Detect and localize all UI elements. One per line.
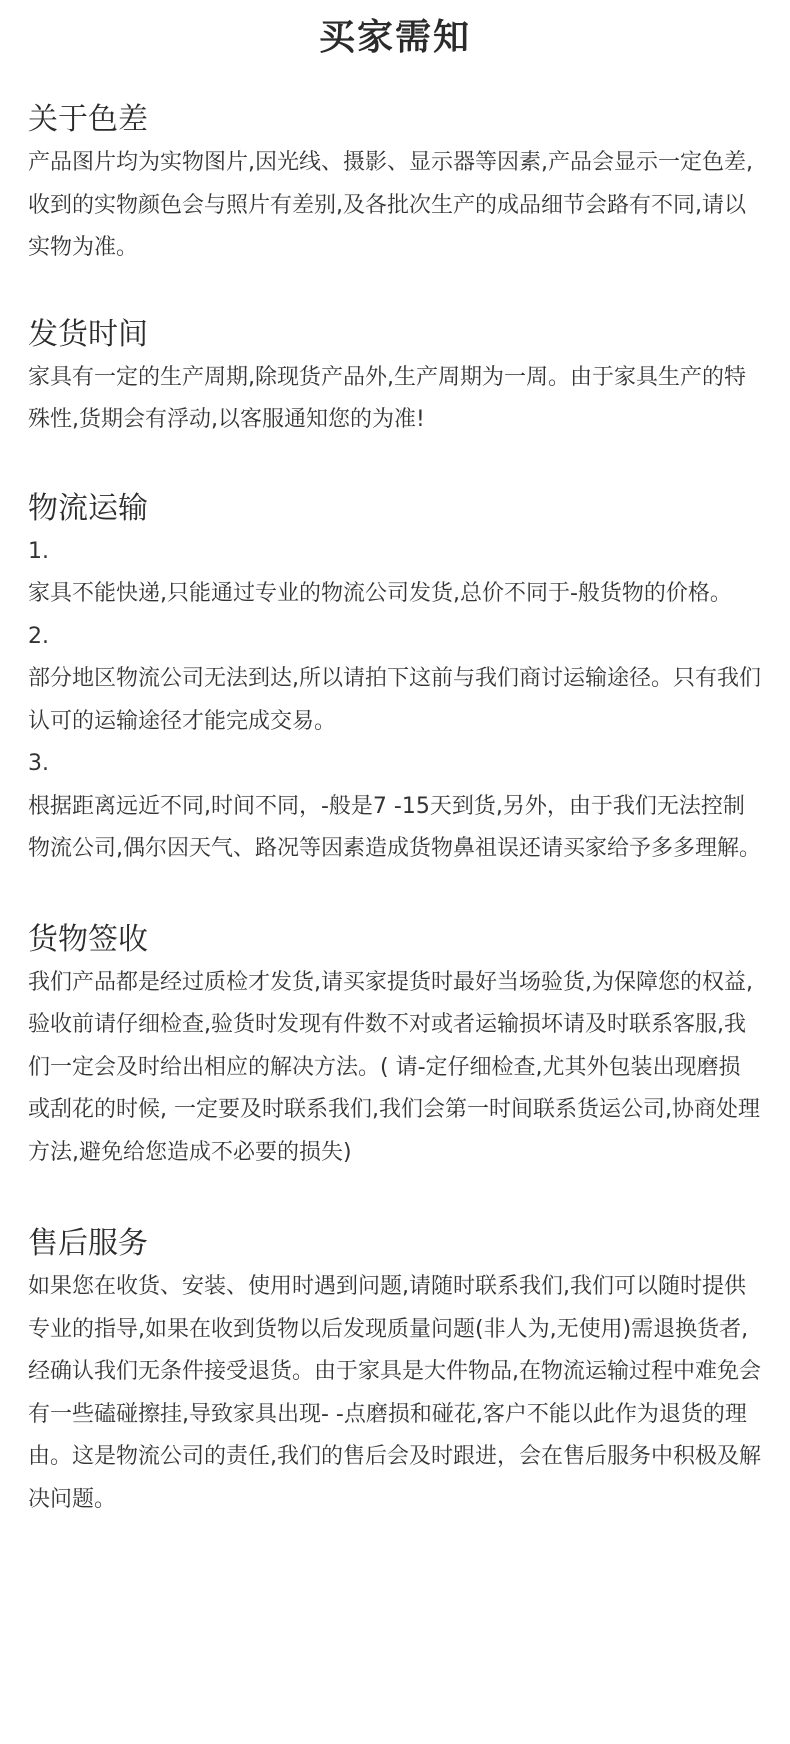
list-item-text: 部分地区物流公司无法到达,所以请拍下这前与我们商讨运输途径。只有我们认可的运输途径才能完成交易。 (28, 666, 761, 734)
section-body: 家具有一定的生产周期,除现货产品外,生产周期为一周。由于家具生产的特殊性,货期会有浮动,以客服通知您的为准! (28, 364, 746, 432)
section-heading: 发货时间 (28, 316, 148, 352)
section-goods-receipt (28, 918, 762, 1175)
section-heading: 货物签收 (28, 921, 148, 957)
section-body: 我们产品都是经过质检才发货,请买家提货时最好当场验货,为保障您的权益,验收前请仔细检查,验货时发现有件数不对或者运输损坏请及时联系客服,我们一定会及时给出相应的解决方法。( 请-定仔细检查,尤其外包装出现磨损或刮花的时候, 一定要及时联系我们,我们会第一时间联系货运公司,协商处理方法,避免给您造成不必要的损失) (28, 969, 760, 1165)
section-color-difference (28, 98, 762, 270)
section-body: 产品图片均为实物图片,因光线、摄影、显示器等因素,产品会显示一定色差,收到的实物颜色会与照片有差别,及各批次生产的成品细节会路有不同,请以实物为准。 (28, 150, 753, 260)
section-heading: 物流运输 (28, 490, 148, 526)
list-item-text: 家具不能快递,只能通过专业的物流公司发货,总价不同于-般货物的价格。 (28, 581, 732, 606)
page-title: 买家需知 (318, 17, 471, 58)
section-logistics (28, 487, 762, 871)
list-item-number: 2. (28, 623, 49, 649)
section-body: 如果您在收货、安装、使用时遇到问题,请随时联系我们,我们可以随时提供专业的指导,如果在收到货物以后发现质量问题(非人为,无使用)需退换货者,经确认我们无条件接受退货。由于家具是大件物品,在物流运输过程中难免会有一些磕碰擦挂,导致家具出现- -点磨损和碰花,客户不能以此作为退货的理由。这是物流公司的责任,我们的售后会及时跟进，会在售后服务中积极及解决问题。 (28, 1274, 761, 1512)
section-after-sales (28, 1222, 762, 1521)
list-item-number: 3. (28, 751, 49, 776)
section-heading: 关于色差 (28, 102, 148, 137)
list-item-number: 1. (28, 538, 49, 564)
list-item-text: 根据距离远近不同,时间不同，-般是7 -15天到货,另外，由于我们无法控制物流公司,偶尔因天气、路况等因素造成货物鼻祖误还请买家给予多多理解。 (28, 793, 761, 861)
section-delivery-time (28, 313, 762, 442)
section-heading: 售后服务 (28, 1226, 148, 1261)
